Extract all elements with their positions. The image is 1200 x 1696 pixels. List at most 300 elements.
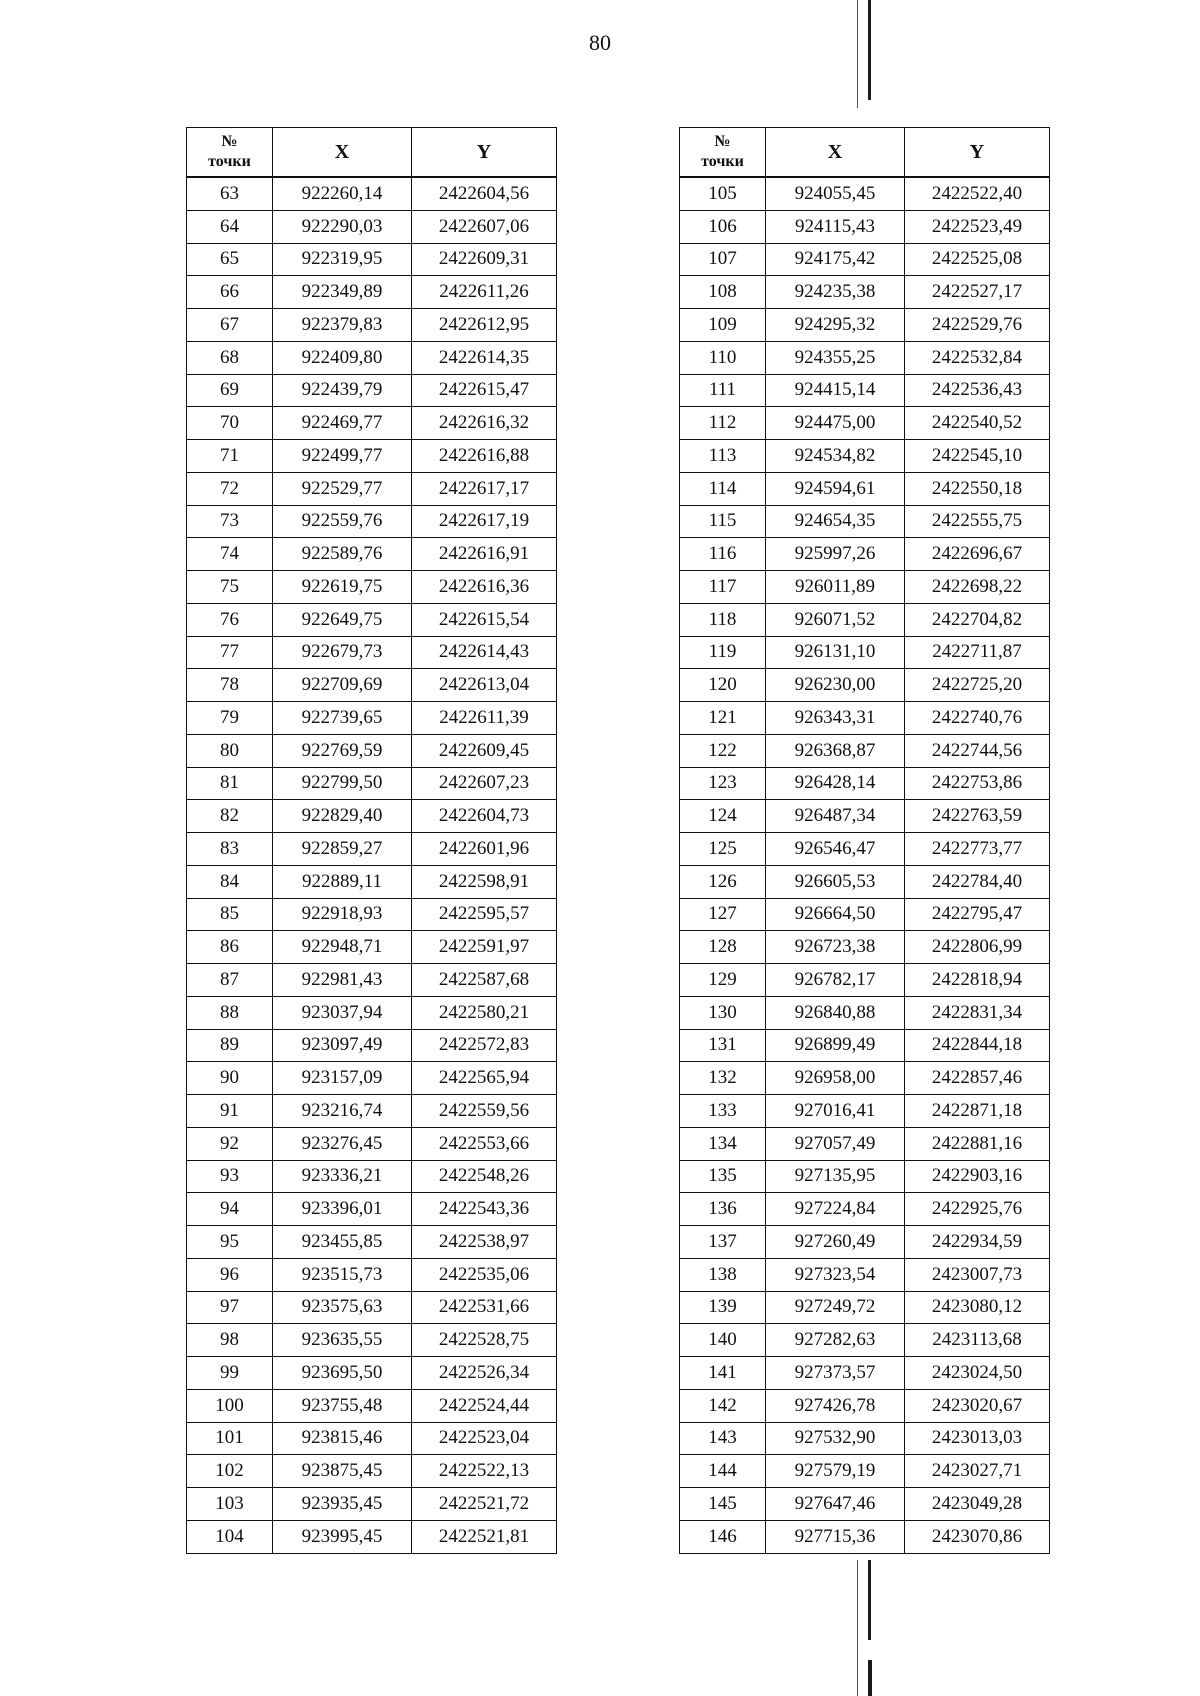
y-coordinate-cell: 2422531,66	[412, 1291, 557, 1324]
x-coordinate-cell: 924475,00	[766, 407, 905, 440]
point-number-cell: 93	[187, 1160, 273, 1193]
y-coordinate-cell: 2422831,34	[905, 996, 1050, 1029]
x-coordinate-cell: 922799,50	[273, 767, 412, 800]
point-number-cell: 67	[187, 309, 273, 342]
table-row	[680, 1062, 1050, 1095]
x-coordinate-cell: 926487,34	[766, 800, 905, 833]
point-label: точки	[208, 153, 251, 170]
table-header-row	[187, 128, 557, 178]
x-coordinate-cell: 927135,95	[766, 1160, 905, 1193]
x-coordinate-cell: 922918,93	[273, 898, 412, 931]
table-row	[187, 1389, 557, 1422]
table-row	[680, 767, 1050, 800]
table-row	[187, 1226, 557, 1259]
y-coordinate-cell: 2422818,94	[905, 964, 1050, 997]
x-coordinate-cell: 923396,01	[273, 1193, 412, 1226]
x-coordinate-cell: 922829,40	[273, 800, 412, 833]
table-row	[187, 669, 557, 702]
x-coordinate-cell: 922379,83	[273, 309, 412, 342]
x-coordinate-cell: 926605,53	[766, 865, 905, 898]
table-row	[187, 964, 557, 997]
y-coordinate-cell: 2422616,32	[412, 407, 557, 440]
table-row	[680, 538, 1050, 571]
coordinates-table-left	[186, 127, 557, 1554]
table-row	[680, 931, 1050, 964]
x-coordinate-cell: 926343,31	[766, 702, 905, 735]
point-number-cell: 146	[680, 1520, 766, 1553]
point-number-cell: 126	[680, 865, 766, 898]
x-coordinate-cell: 922499,77	[273, 440, 412, 473]
y-coordinate-cell: 2422528,75	[412, 1324, 557, 1357]
x-coordinate-cell: 922649,75	[273, 603, 412, 636]
point-number-cell: 124	[680, 800, 766, 833]
x-coordinate-cell: 923336,21	[273, 1160, 412, 1193]
point-number-cell: 122	[680, 734, 766, 767]
table-row	[680, 210, 1050, 243]
point-number-cell: 89	[187, 1029, 273, 1062]
point-number-cell: 117	[680, 571, 766, 604]
y-coordinate-cell: 2422536,43	[905, 374, 1050, 407]
point-number-cell: 141	[680, 1357, 766, 1390]
table-row	[680, 276, 1050, 309]
y-coordinate-cell: 2422934,59	[905, 1226, 1050, 1259]
table-row	[680, 996, 1050, 1029]
x-coordinate-cell: 926664,50	[766, 898, 905, 931]
point-number-cell: 70	[187, 407, 273, 440]
y-coordinate-cell: 2422795,47	[905, 898, 1050, 931]
y-coordinate-cell: 2422615,54	[412, 603, 557, 636]
y-coordinate-cell: 2422545,10	[905, 440, 1050, 473]
number-sign-label: №	[221, 133, 238, 150]
x-coordinate-cell: 922769,59	[273, 734, 412, 767]
table-row	[187, 1455, 557, 1488]
point-number-cell: 65	[187, 243, 273, 276]
x-coordinate-cell: 922529,77	[273, 472, 412, 505]
point-number-cell: 106	[680, 210, 766, 243]
y-coordinate-cell: 2422763,59	[905, 800, 1050, 833]
x-coordinate-cell: 924654,35	[766, 505, 905, 538]
y-coordinate-cell: 2422871,18	[905, 1095, 1050, 1128]
point-number-cell: 105	[680, 177, 766, 210]
table-row	[187, 603, 557, 636]
table-row	[680, 472, 1050, 505]
y-coordinate-cell: 2422696,67	[905, 538, 1050, 571]
point-number-cell: 111	[680, 374, 766, 407]
y-coordinate-cell: 2422753,86	[905, 767, 1050, 800]
table-row	[187, 276, 557, 309]
x-coordinate-cell: 923037,94	[273, 996, 412, 1029]
y-coordinate-cell: 2422595,57	[412, 898, 557, 931]
table-row	[187, 767, 557, 800]
x-coordinate-cell: 926230,00	[766, 669, 905, 702]
table-row	[187, 374, 557, 407]
table-row	[680, 505, 1050, 538]
point-number-cell: 132	[680, 1062, 766, 1095]
point-number-cell: 136	[680, 1193, 766, 1226]
point-number-cell: 96	[187, 1258, 273, 1291]
y-coordinate-cell: 2422711,87	[905, 636, 1050, 669]
point-number-cell: 140	[680, 1324, 766, 1357]
x-coordinate-cell: 927282,63	[766, 1324, 905, 1357]
table-row	[187, 407, 557, 440]
point-number-cell: 142	[680, 1389, 766, 1422]
x-coordinate-cell: 922290,03	[273, 210, 412, 243]
table-row	[187, 1029, 557, 1062]
table-row	[680, 833, 1050, 866]
x-coordinate-cell: 926840,88	[766, 996, 905, 1029]
y-coordinate-cell: 2422580,21	[412, 996, 557, 1029]
table-row	[187, 800, 557, 833]
x-coordinate-cell: 923635,55	[273, 1324, 412, 1357]
table-row	[187, 538, 557, 571]
table-row	[187, 702, 557, 735]
y-coordinate-cell: 2422857,46	[905, 1062, 1050, 1095]
table-row	[680, 309, 1050, 342]
scan-edge-line	[857, 1560, 858, 1696]
x-coordinate-cell: 926546,47	[766, 833, 905, 866]
point-number-cell: 108	[680, 276, 766, 309]
point-number-cell: 102	[187, 1455, 273, 1488]
table-row	[680, 1127, 1050, 1160]
x-coordinate-cell: 923995,45	[273, 1520, 412, 1553]
y-coordinate-cell: 2422598,91	[412, 865, 557, 898]
scan-edge-line	[857, 0, 858, 108]
x-coordinate-cell: 927016,41	[766, 1095, 905, 1128]
x-coordinate-cell: 922319,95	[273, 243, 412, 276]
x-coordinate-cell: 924055,45	[766, 177, 905, 210]
y-coordinate-cell: 2422784,40	[905, 865, 1050, 898]
point-label: точки	[701, 153, 744, 170]
y-coordinate-cell: 2422614,43	[412, 636, 557, 669]
point-number-cell: 77	[187, 636, 273, 669]
table-row	[680, 964, 1050, 997]
point-number-cell: 74	[187, 538, 273, 571]
table-row	[680, 243, 1050, 276]
point-number-cell: 115	[680, 505, 766, 538]
point-number-header	[680, 128, 766, 178]
x-coordinate-cell: 922559,76	[273, 505, 412, 538]
table-row	[680, 636, 1050, 669]
table-row	[187, 571, 557, 604]
y-coordinate-cell: 2422527,17	[905, 276, 1050, 309]
x-header: X	[273, 128, 412, 178]
table-row	[187, 1127, 557, 1160]
table-row	[187, 996, 557, 1029]
x-coordinate-cell: 927579,19	[766, 1455, 905, 1488]
table-row	[680, 1226, 1050, 1259]
point-number-cell: 76	[187, 603, 273, 636]
y-coordinate-cell: 2422523,04	[412, 1422, 557, 1455]
point-number-cell: 125	[680, 833, 766, 866]
y-coordinate-cell: 2422555,75	[905, 505, 1050, 538]
point-number-cell: 103	[187, 1488, 273, 1521]
point-number-cell: 114	[680, 472, 766, 505]
point-number-cell: 109	[680, 309, 766, 342]
x-coordinate-cell: 923216,74	[273, 1095, 412, 1128]
y-coordinate-cell: 2422607,23	[412, 767, 557, 800]
y-coordinate-cell: 2422881,16	[905, 1127, 1050, 1160]
point-number-cell: 100	[187, 1389, 273, 1422]
x-coordinate-cell: 922948,71	[273, 931, 412, 964]
point-number-cell: 94	[187, 1193, 273, 1226]
point-number-cell: 98	[187, 1324, 273, 1357]
point-number-cell: 121	[680, 702, 766, 735]
point-number-cell: 87	[187, 964, 273, 997]
y-coordinate-cell: 2422844,18	[905, 1029, 1050, 1062]
y-coordinate-cell: 2422601,96	[412, 833, 557, 866]
table-row	[187, 177, 557, 210]
y-coordinate-cell: 2422773,77	[905, 833, 1050, 866]
y-coordinate-cell: 2422521,81	[412, 1520, 557, 1553]
point-number-cell: 80	[187, 734, 273, 767]
table-row	[680, 407, 1050, 440]
point-number-cell: 99	[187, 1357, 273, 1390]
x-header: X	[766, 128, 905, 178]
point-number-cell: 128	[680, 931, 766, 964]
point-number-cell: 63	[187, 177, 273, 210]
y-coordinate-cell: 2423024,50	[905, 1357, 1050, 1390]
x-coordinate-cell: 923097,49	[273, 1029, 412, 1062]
y-coordinate-cell: 2422548,26	[412, 1160, 557, 1193]
y-coordinate-cell: 2422525,08	[905, 243, 1050, 276]
x-coordinate-cell: 922679,73	[273, 636, 412, 669]
point-number-cell: 137	[680, 1226, 766, 1259]
point-number-cell: 118	[680, 603, 766, 636]
point-number-cell: 88	[187, 996, 273, 1029]
table-row	[680, 1488, 1050, 1521]
table-row	[680, 1357, 1050, 1390]
table-row	[680, 374, 1050, 407]
x-coordinate-cell: 926958,00	[766, 1062, 905, 1095]
point-number-cell: 127	[680, 898, 766, 931]
y-coordinate-cell: 2422587,68	[412, 964, 557, 997]
x-coordinate-cell: 927260,49	[766, 1226, 905, 1259]
y-coordinate-cell: 2422522,13	[412, 1455, 557, 1488]
x-coordinate-cell: 924355,25	[766, 341, 905, 374]
x-coordinate-cell: 922889,11	[273, 865, 412, 898]
y-coordinate-cell: 2422903,16	[905, 1160, 1050, 1193]
scan-edge-mark	[868, 1560, 871, 1640]
table-row	[680, 1324, 1050, 1357]
table-row	[187, 440, 557, 473]
point-number-cell: 131	[680, 1029, 766, 1062]
point-number-cell: 82	[187, 800, 273, 833]
table-row	[187, 309, 557, 342]
table-row	[680, 1389, 1050, 1422]
y-coordinate-cell: 2423020,67	[905, 1389, 1050, 1422]
table-row	[680, 440, 1050, 473]
table-row	[187, 734, 557, 767]
x-coordinate-cell: 923935,45	[273, 1488, 412, 1521]
x-coordinate-cell: 923157,09	[273, 1062, 412, 1095]
y-coordinate-cell: 2422524,44	[412, 1389, 557, 1422]
point-number-cell: 92	[187, 1127, 273, 1160]
y-coordinate-cell: 2423013,03	[905, 1422, 1050, 1455]
y-coordinate-cell: 2422604,56	[412, 177, 557, 210]
x-coordinate-cell: 926723,38	[766, 931, 905, 964]
point-number-cell: 143	[680, 1422, 766, 1455]
point-number-cell: 64	[187, 210, 273, 243]
point-number-cell: 79	[187, 702, 273, 735]
table-row	[680, 603, 1050, 636]
x-coordinate-cell: 927532,90	[766, 1422, 905, 1455]
y-coordinate-cell: 2423113,68	[905, 1324, 1050, 1357]
x-coordinate-cell: 923755,48	[273, 1389, 412, 1422]
table-row	[680, 800, 1050, 833]
y-coordinate-cell: 2422607,06	[412, 210, 557, 243]
table-row	[680, 1095, 1050, 1128]
point-number-cell: 112	[680, 407, 766, 440]
table-row	[187, 472, 557, 505]
x-coordinate-cell: 926899,49	[766, 1029, 905, 1062]
y-coordinate-cell: 2422611,26	[412, 276, 557, 309]
x-coordinate-cell: 927715,36	[766, 1520, 905, 1553]
point-number-cell: 135	[680, 1160, 766, 1193]
table-row	[187, 243, 557, 276]
coordinates-table-right	[679, 127, 1050, 1554]
y-coordinate-cell: 2422617,17	[412, 472, 557, 505]
x-coordinate-cell: 924115,43	[766, 210, 905, 243]
table-row	[187, 341, 557, 374]
x-coordinate-cell: 923515,73	[273, 1258, 412, 1291]
y-header: Y	[412, 128, 557, 178]
point-number-cell: 85	[187, 898, 273, 931]
point-number-cell: 107	[680, 243, 766, 276]
table-row	[187, 1291, 557, 1324]
table-row	[187, 505, 557, 538]
x-coordinate-cell: 922981,43	[273, 964, 412, 997]
table-row	[187, 1324, 557, 1357]
y-coordinate-cell: 2422559,56	[412, 1095, 557, 1128]
y-coordinate-cell: 2422698,22	[905, 571, 1050, 604]
table-row	[680, 1193, 1050, 1226]
point-number-cell: 83	[187, 833, 273, 866]
y-coordinate-cell: 2422704,82	[905, 603, 1050, 636]
x-coordinate-cell: 923695,50	[273, 1357, 412, 1390]
y-coordinate-cell: 2422806,99	[905, 931, 1050, 964]
table-row	[680, 1291, 1050, 1324]
point-number-cell: 69	[187, 374, 273, 407]
point-number-cell: 130	[680, 996, 766, 1029]
table-row	[680, 734, 1050, 767]
table-row	[680, 1160, 1050, 1193]
table-row	[680, 1422, 1050, 1455]
point-number-cell: 95	[187, 1226, 273, 1259]
x-coordinate-cell: 923276,45	[273, 1127, 412, 1160]
point-number-cell: 101	[187, 1422, 273, 1455]
point-number-cell: 134	[680, 1127, 766, 1160]
x-coordinate-cell: 924175,42	[766, 243, 905, 276]
y-coordinate-cell: 2422615,47	[412, 374, 557, 407]
table-row	[187, 1258, 557, 1291]
x-coordinate-cell: 923575,63	[273, 1291, 412, 1324]
x-coordinate-cell: 924594,61	[766, 472, 905, 505]
x-coordinate-cell: 922469,77	[273, 407, 412, 440]
y-coordinate-cell: 2422572,83	[412, 1029, 557, 1062]
y-coordinate-cell: 2422725,20	[905, 669, 1050, 702]
page-number: 80	[589, 30, 611, 55]
x-coordinate-cell: 922409,80	[273, 341, 412, 374]
point-number-cell: 113	[680, 440, 766, 473]
point-number-header	[187, 128, 273, 178]
table-row	[680, 898, 1050, 931]
table-row	[187, 1488, 557, 1521]
table-row	[187, 833, 557, 866]
scan-edge-mark	[868, 1660, 872, 1696]
point-number-cell: 68	[187, 341, 273, 374]
x-coordinate-cell: 922709,69	[273, 669, 412, 702]
table-row	[680, 571, 1050, 604]
point-number-cell: 119	[680, 636, 766, 669]
scan-edge-mark	[868, 0, 871, 100]
point-number-cell: 78	[187, 669, 273, 702]
x-coordinate-cell: 922349,89	[273, 276, 412, 309]
x-coordinate-cell: 922859,27	[273, 833, 412, 866]
x-coordinate-cell: 923875,45	[273, 1455, 412, 1488]
y-coordinate-cell: 2422611,39	[412, 702, 557, 735]
x-coordinate-cell: 926011,89	[766, 571, 905, 604]
point-number-cell: 138	[680, 1258, 766, 1291]
y-coordinate-cell: 2422529,76	[905, 309, 1050, 342]
point-number-cell: 72	[187, 472, 273, 505]
x-coordinate-cell: 924295,32	[766, 309, 905, 342]
table-row	[680, 702, 1050, 735]
y-header: Y	[905, 128, 1050, 178]
y-coordinate-cell: 2422523,49	[905, 210, 1050, 243]
table-row	[187, 636, 557, 669]
point-number-cell: 129	[680, 964, 766, 997]
table-row	[187, 1095, 557, 1128]
table-row	[680, 1258, 1050, 1291]
table-row	[187, 1422, 557, 1455]
table-row	[187, 1357, 557, 1390]
point-number-cell: 116	[680, 538, 766, 571]
y-coordinate-cell: 2422925,76	[905, 1193, 1050, 1226]
y-coordinate-cell: 2422609,45	[412, 734, 557, 767]
x-coordinate-cell: 927426,78	[766, 1389, 905, 1422]
y-coordinate-cell: 2423007,73	[905, 1258, 1050, 1291]
y-coordinate-cell: 2423027,71	[905, 1455, 1050, 1488]
table-row	[187, 210, 557, 243]
x-coordinate-cell: 927323,54	[766, 1258, 905, 1291]
x-coordinate-cell: 923815,46	[273, 1422, 412, 1455]
y-coordinate-cell: 2422612,95	[412, 309, 557, 342]
x-coordinate-cell: 927224,84	[766, 1193, 905, 1226]
x-coordinate-cell: 926368,87	[766, 734, 905, 767]
y-coordinate-cell: 2422744,56	[905, 734, 1050, 767]
y-coordinate-cell: 2422617,19	[412, 505, 557, 538]
y-coordinate-cell: 2422553,66	[412, 1127, 557, 1160]
y-coordinate-cell: 2422540,52	[905, 407, 1050, 440]
y-coordinate-cell: 2422521,72	[412, 1488, 557, 1521]
y-coordinate-cell: 2422614,35	[412, 341, 557, 374]
table-row	[187, 1062, 557, 1095]
y-coordinate-cell: 2422543,36	[412, 1193, 557, 1226]
y-coordinate-cell: 2422740,76	[905, 702, 1050, 735]
point-number-cell: 84	[187, 865, 273, 898]
table-row	[187, 931, 557, 964]
point-number-cell: 66	[187, 276, 273, 309]
point-number-cell: 91	[187, 1095, 273, 1128]
y-coordinate-cell: 2422613,04	[412, 669, 557, 702]
y-coordinate-cell: 2423080,12	[905, 1291, 1050, 1324]
point-number-cell: 86	[187, 931, 273, 964]
y-coordinate-cell: 2422522,40	[905, 177, 1050, 210]
y-coordinate-cell: 2422532,84	[905, 341, 1050, 374]
x-coordinate-cell: 923455,85	[273, 1226, 412, 1259]
point-number-cell: 144	[680, 1455, 766, 1488]
table-row	[680, 1520, 1050, 1553]
